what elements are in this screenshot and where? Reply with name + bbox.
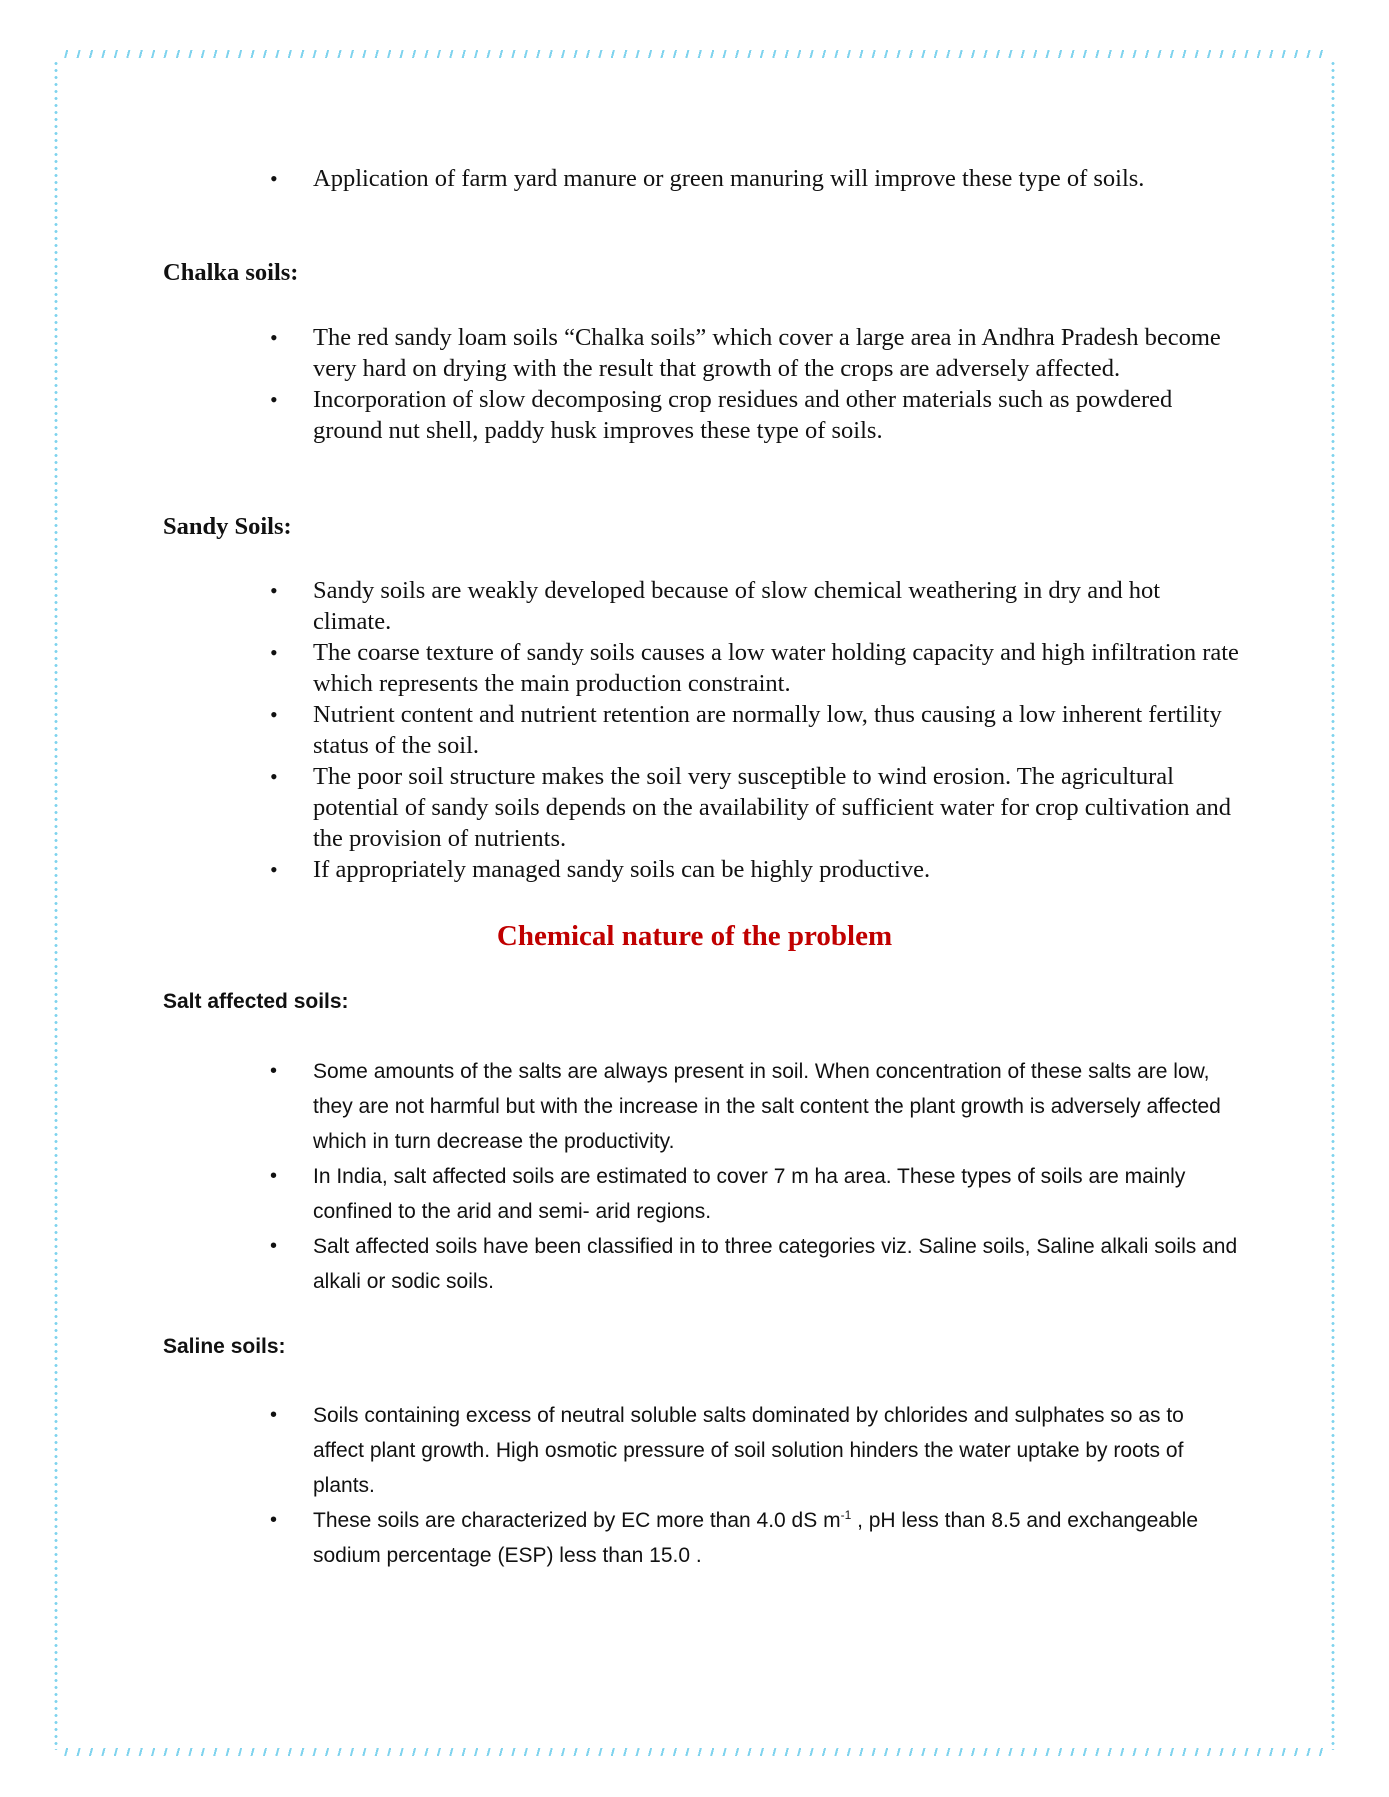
list-item: • Sandy soils are weakly developed because of slow chemical weathering in dry and hot climate.: [0, 575, 1389, 637]
list-item: • Soils containing excess of neutral soluble salts dominated by chlorides and sulphates so as to affect plant growth. High osmotic pressure of soil solution hinders the water uptake by roots of plants.: [0, 1398, 1389, 1503]
list-item: • Salt affected soils have been classified in to three categories viz. Saline soils, Saline alkali soils and alkali or sodic soils.: [0, 1229, 1389, 1299]
list-item: • Some amounts of the salts are always present in soil. When concentration of these salts are low, they are not harmful but with the increase in the salt content the plant growth is adversely affected which in turn decrease the productivity.: [0, 1054, 1389, 1159]
list-item: • The coarse texture of sandy soils causes a low water holding capacity and high infiltration rate which represents the main production constraint.: [0, 637, 1389, 699]
chemical-nature-title: Chemical nature of the problem: [496, 920, 893, 952]
ph-esp-text: , pH less than 8.5 and exchangeable sodium percentage (ESP) less than 15.0 .: [313, 1509, 1198, 1567]
list-item: • Application of farm yard manure or green manuring will improve these type of soils.: [0, 163, 1389, 194]
ec-text: These soils are characterized by EC more than 4.0 dS m: [313, 1509, 841, 1532]
sandy-bullet-list: [0, 575, 1389, 885]
sandy-soils-heading: Sandy Soils:: [163, 513, 292, 540]
chalka-soils-heading: Chalka soils:: [163, 259, 299, 286]
intro-bullet-list: [0, 163, 1389, 194]
saline-soils-heading: Saline soils:: [163, 1335, 286, 1358]
list-item: [0, 1503, 1389, 1573]
list-item: • If appropriately managed sandy soils can be highly productive.: [0, 854, 1389, 885]
salt-affected-soils-heading: Salt affected soils:: [163, 990, 349, 1013]
list-item: • The red sandy loam soils “Chalka soils” which cover a large area in Andhra Pradesh become very hard on drying with the result that growth of the crops are adversely affected.: [0, 322, 1389, 384]
saline-bullet-list: [0, 1398, 1389, 1573]
list-item: • The poor soil structure makes the soil very susceptible to wind erosion. The agricultural potential of sandy soils depends on the availability of sufficient water for crop cultivation and the provision of nutrients.: [0, 761, 1389, 854]
list-item: • Incorporation of slow decomposing crop residues and other materials such as powdered ground nut shell, paddy husk improves these type of soils.: [0, 384, 1389, 446]
list-item: • Nutrient content and nutrient retention are normally low, thus causing a low inherent fertility status of the soil.: [0, 699, 1389, 761]
chalka-bullet-list: [0, 322, 1389, 446]
list-item: • In India, salt affected soils are estimated to cover 7 m ha area. These types of soils are mainly confined to the arid and semi- arid regions.: [0, 1159, 1389, 1229]
salt-affected-bullet-list: [0, 1054, 1389, 1299]
ec-unit-superscript: -1: [840, 1508, 852, 1522]
